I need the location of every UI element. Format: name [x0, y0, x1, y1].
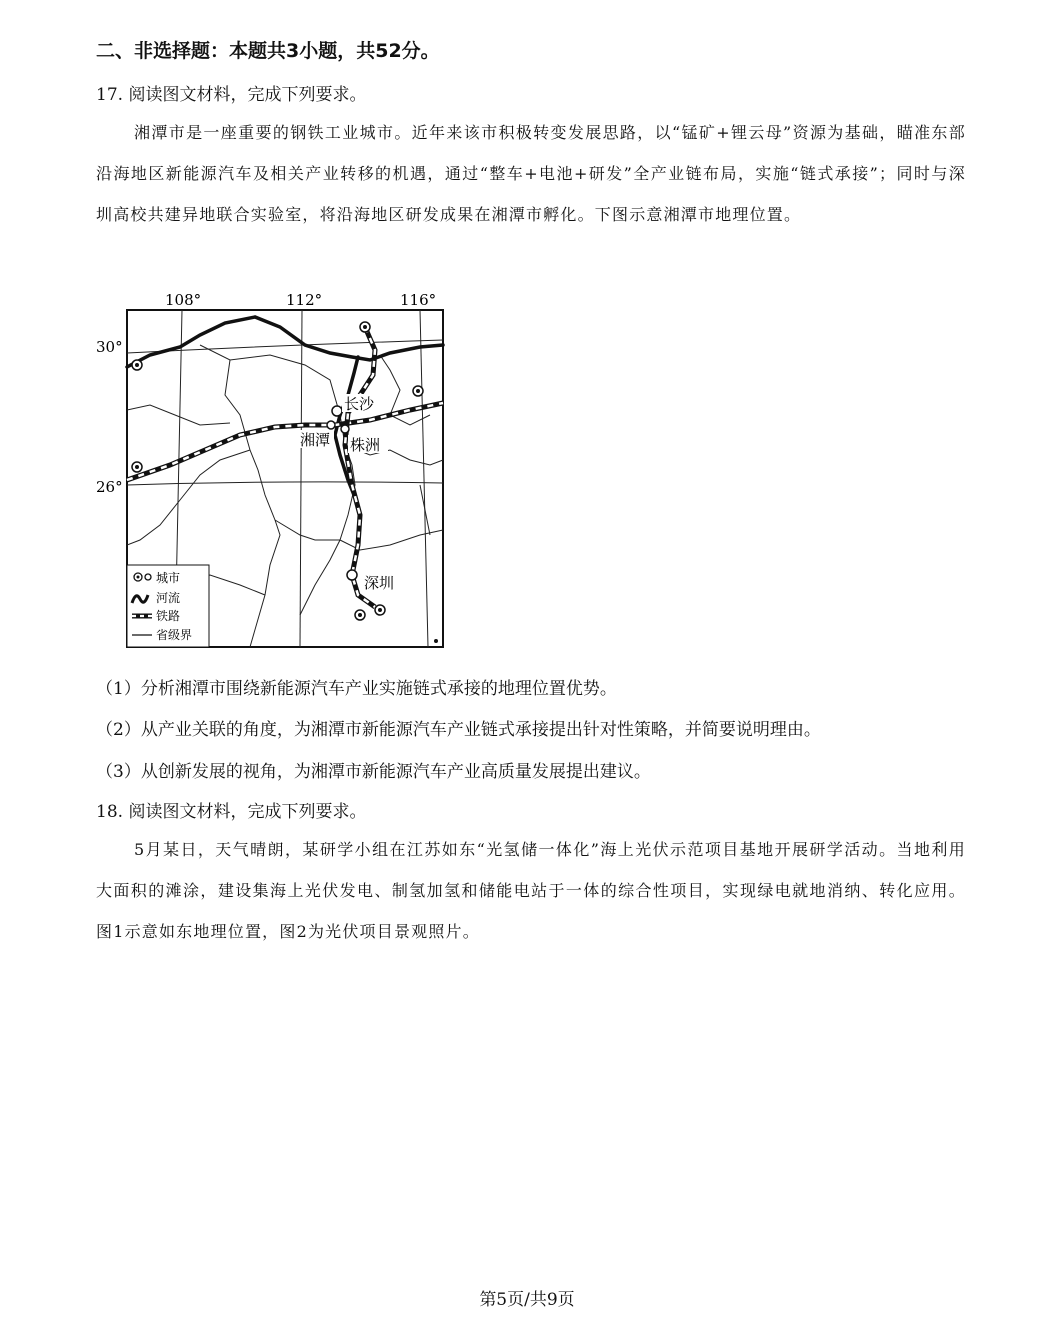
city-label-shenzhen: 深圳 [364, 574, 395, 592]
city-marker-xiangtan [327, 421, 335, 429]
question-18-stem: 18. 阅读图文材料，完成下列要求。 [96, 802, 367, 822]
section-title: 二、非选择题：本题共3小题，共52分。 [96, 40, 440, 62]
question-17-stem: 17. 阅读图文材料，完成下列要求。 [96, 85, 367, 105]
city-label-xiangtan: 湘潭 [300, 431, 331, 449]
lon-label-116: 116° [400, 291, 437, 309]
question-18-material: 5月某日，天气晴朗，某研学小组在江苏如东“光氢储一体化”海上光伏示范项目基地开展研学活动。当地利用大面积的滩涂，建设集海上光伏发电、制氢加氢和储能电站于一体的综合性项目，实现绿电就地消纳、转化应用。图1示意如东地理位置，图2为光伏项目景观照片。 [96, 840, 966, 941]
city-marker-shenzhen [347, 570, 357, 580]
lat-label-30: 30° [96, 338, 123, 356]
lon-label-112: 112° [286, 291, 323, 309]
city-label-changsha: 长沙 [344, 395, 375, 413]
lat-label-26: 26° [96, 478, 123, 496]
legend-boundary: 省级界 [156, 628, 193, 642]
question-17-sub-1: （1）分析湘潭市围绕新能源汽车产业实施链式承接的地理位置优势。 [96, 679, 617, 699]
city-marker-changsha [332, 406, 342, 416]
xiangtan-location-map [90, 285, 460, 655]
question-17-material: 湘潭市是一座重要的钢铁工业城市。近年来该市积极转变发展思路，以“锰矿+锂云母”资源为基础，瞄准东部沿海地区新能源汽车及相关产业转移的机遇，通过“整车+电池+研发”全产业链布局，实施“链式承接”；同时与深圳高校共建异地联合实验室，将沿海地区研发成果在湘潭市孵化。下图示意湘潭市地理位置。 [96, 123, 966, 224]
lon-label-108: 108° [165, 291, 202, 309]
map-legend [127, 565, 209, 647]
city-marker-zhuzhou [341, 425, 349, 433]
question-17-sub-3: （3）从创新发展的视角，为湘潭市新能源汽车产业高质量发展提出建议。 [96, 762, 651, 782]
page-number: 第5页/共9页 [479, 1290, 575, 1310]
question-17-sub-2: （2）从产业关联的角度，为湘潭市新能源汽车产业链式承接提出针对性策略，并简要说明理由。 [96, 720, 821, 740]
legend-river: 河流 [156, 591, 181, 605]
city-label-zhuzhou: 株洲 [350, 436, 381, 454]
legend-city: 城市 [156, 571, 181, 585]
legend-railway: 铁路 [156, 609, 181, 623]
